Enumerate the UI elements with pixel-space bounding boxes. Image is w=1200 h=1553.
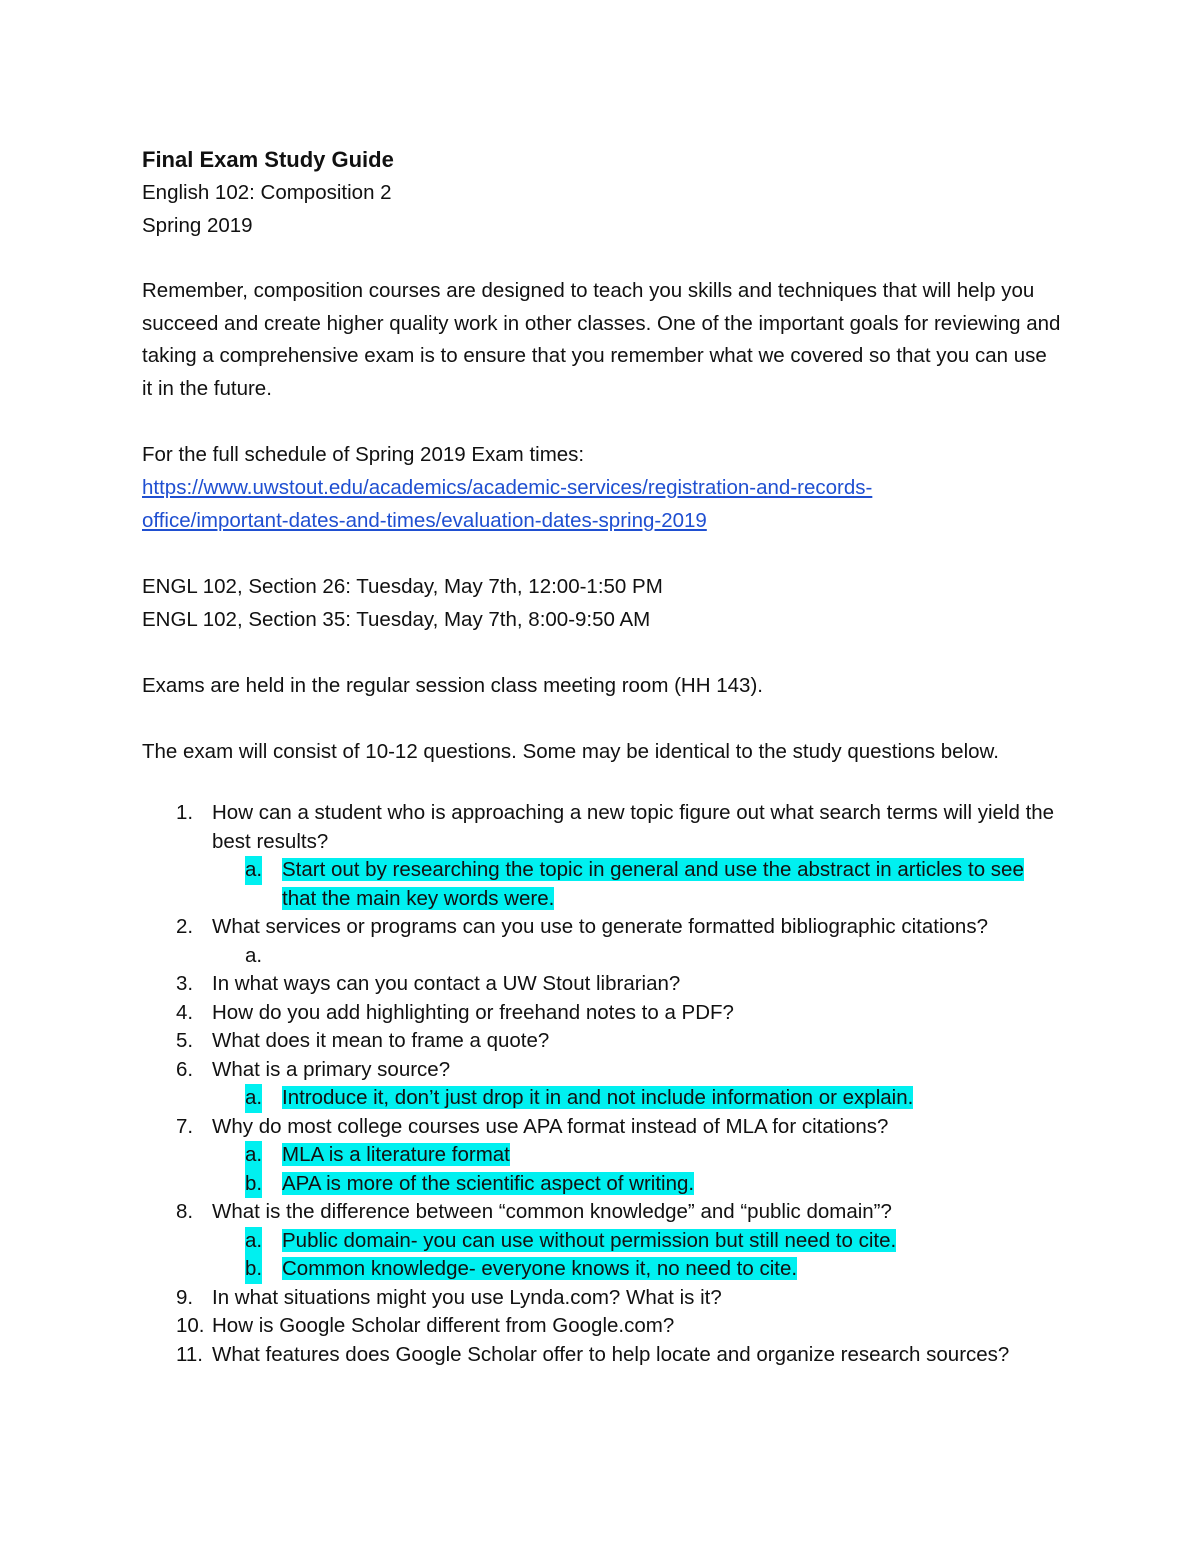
question-5 <box>142 1027 1062 1056</box>
question-7 <box>142 1113 1062 1142</box>
schedule-link-line-1[interactable]: https://www.uwstout.edu/academics/academic-services/registration-and-records- <box>142 476 873 499</box>
answer-7b <box>142 1170 1062 1199</box>
answer-8b <box>142 1255 1062 1284</box>
question-text: How can a student who is approaching a new topic figure out what search terms will yield the best results? <box>212 801 1055 853</box>
answer-letter: a. <box>245 943 263 967</box>
schedule-link-line-2[interactable]: office/important-dates-and-times/evaluation-dates-spring-2019 <box>142 509 707 532</box>
exam-info: The exam will consist of 10-12 questions. Some may be identical to the study questions below. <box>142 740 999 763</box>
question-9 <box>142 1284 1062 1313</box>
question-number: 1. <box>176 801 194 824</box>
question-number: 8. <box>176 1200 194 1223</box>
question-11 <box>142 1341 1062 1370</box>
answer-letter: b. <box>245 1255 262 1284</box>
term: Spring 2019 <box>142 214 253 237</box>
question-1 <box>142 799 1062 856</box>
answer-letter: a. <box>245 856 262 885</box>
answer-letter: a. <box>245 1227 262 1256</box>
question-text: In what ways can you contact a UW Stout librarian? <box>212 972 681 995</box>
question-4 <box>142 999 1062 1028</box>
answer-1a <box>142 856 1062 913</box>
question-text: What is a primary source? <box>212 1057 451 1081</box>
document-page <box>142 143 1062 1369</box>
section-35-time: ENGL 102, Section 35: Tuesday, May 7th, 8:00-9:50 AM <box>142 608 651 631</box>
question-8 <box>142 1198 1062 1227</box>
answer-letter: a. <box>245 1084 262 1113</box>
answer-text: APA is more of the scientific aspect of writing. <box>282 1171 695 1195</box>
question-number: 4. <box>176 1000 194 1024</box>
question-text: What is the difference between “common knowledge” and “public domain”? <box>212 1200 892 1223</box>
question-text: What features does Google Scholar offer to help locate and organize research sources? <box>212 1342 1010 1366</box>
question-number: 5. <box>176 1029 194 1052</box>
question-number: 7. <box>176 1114 194 1138</box>
course-name: English 102: Composition 2 <box>142 181 392 204</box>
answer-letter: b. <box>245 1170 262 1199</box>
answer-text: MLA is a literature format <box>282 1143 510 1166</box>
document-title: Final Exam Study Guide <box>142 147 394 172</box>
question-text: Why do most college courses use APA format instead of MLA for citations? <box>212 1114 889 1138</box>
question-6 <box>142 1056 1062 1085</box>
question-text: How do you add highlighting or freehand notes to a PDF? <box>212 1000 734 1024</box>
question-text: In what situations might you use Lynda.com? What is it? <box>212 1285 722 1309</box>
question-number: 3. <box>176 972 194 995</box>
exam-room: Exams are held in the regular session class meeting room (HH 143). <box>142 674 763 697</box>
answer-letter: a. <box>245 1141 262 1170</box>
answer-6a <box>142 1084 1062 1113</box>
section-26-time: ENGL 102, Section 26: Tuesday, May 7th, 12:00-1:50 PM <box>142 575 663 598</box>
answer-text: Public domain- you can use without permission but still need to cite. <box>282 1228 897 1252</box>
question-number: 10. <box>176 1314 205 1337</box>
intro-paragraph: Remember, composition courses are designed to teach you skills and techniques that will help you succeed and create higher quality work in other classes. One of the important goals for reviewing and taking a comprehensive exam is to ensure that you remember what we covered so that you can use it in the future. <box>142 279 1061 400</box>
question-3 <box>142 970 1062 999</box>
schedule-link[interactable] <box>142 471 1062 537</box>
answer-8a <box>142 1227 1062 1256</box>
answer-text: Common knowledge- everyone knows it, no need to cite. <box>282 1257 798 1280</box>
question-text: What does it mean to frame a quote? <box>212 1029 550 1052</box>
question-number: 11. <box>176 1342 203 1366</box>
question-2 <box>142 913 1062 942</box>
answer-2a <box>142 942 1062 971</box>
question-number: 2. <box>176 915 194 938</box>
study-questions <box>142 799 1062 1369</box>
answer-text: Start out by researching the topic in general and use the abstract in articles to see that the main key words were. <box>282 858 1024 910</box>
schedule-label: For the full schedule of Spring 2019 Exam times: <box>142 443 585 466</box>
answer-text: Introduce it, don’t just drop it in and not include information or explain. <box>282 1086 914 1109</box>
question-number: 6. <box>176 1057 194 1081</box>
question-10 <box>142 1312 1062 1341</box>
question-number: 9. <box>176 1285 194 1309</box>
question-text: How is Google Scholar different from Google.com? <box>212 1314 675 1337</box>
answer-7a <box>142 1141 1062 1170</box>
question-text: What services or programs can you use to generate formatted bibliographic citations? <box>212 915 988 938</box>
